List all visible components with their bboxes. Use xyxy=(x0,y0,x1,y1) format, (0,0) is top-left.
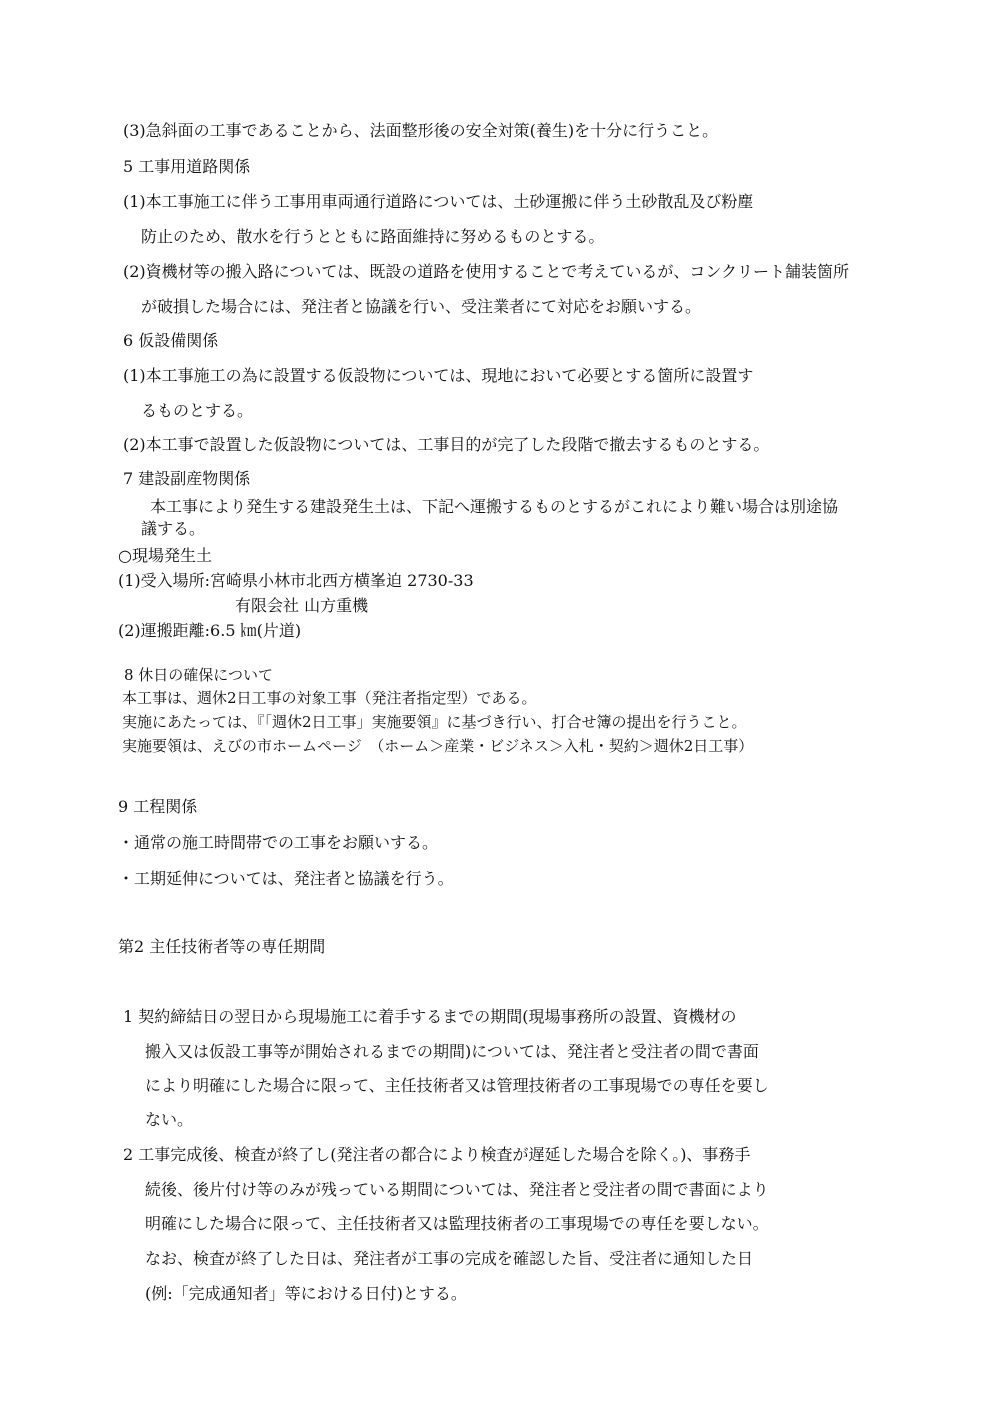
sec5-item1-line1: (1)本工事施工に伴う工事用車両通行道路については、土砂運搬に伴う土砂散乱及び粉塵 xyxy=(123,192,754,211)
sec6-item2: (2)本工事で設置した仮設物については、工事目的が完了した段階で撤去するものとする。 xyxy=(123,435,770,454)
part2-item2-line2: 続後、後片付け等のみが残っている期間については、発注者と受注者の間で書面により xyxy=(145,1180,769,1199)
part2-item1-line4: ない。 xyxy=(145,1110,194,1129)
sec5-heading: 5 工事用道路関係 xyxy=(123,157,251,176)
sec5-item2-line1: (2)資機材等の搬入路については、既設の道路を使用することで考えているが、コンクリート舗装箇所 xyxy=(123,262,850,281)
sec7-sub-heading: ○現場発生土 xyxy=(118,546,212,565)
sec6-item1-line2: るものとする。 xyxy=(141,401,254,420)
sec7-body-line1: 本工事により発生する建設発生土は、下記へ運搬するものとするがこれにより難い場合は別途協 xyxy=(150,497,839,516)
sec7-item1-line2: 有限会社 山方重機 xyxy=(235,596,369,615)
part2-item2-line4: なお、検査が終了した日は、発注者が工事の完成を確認した旨、受注者に通知した日 xyxy=(145,1249,754,1268)
sec8-line2: 実施にあたっては、『「週休2日工事」実施要領』に基づき行い、打合せ簿の提出を行うこと。 xyxy=(122,713,747,731)
part2-item2-line3: 明確にした場合に限って、主任技術者又は監理技術者の工事現場での専任を要しない。 xyxy=(145,1214,769,1233)
part2-item2-line5: (例:「完成通知者」等における日付)とする。 xyxy=(145,1284,467,1303)
sec7-heading: 7 建設副産物関係 xyxy=(123,469,251,488)
part2-item1-line1: 1 契約締結日の翌日から現場施工に着手するまでの期間(現場事務所の設置、資機材の xyxy=(123,1007,737,1026)
sec6-heading: 6 仮設備関係 xyxy=(123,331,219,350)
sec8-line3: 実施要領は、えびの市ホームページ （ホーム＞産業・ビジネス＞入札・契約＞週休2日工事） xyxy=(122,737,754,755)
sec4-item3: (3)急斜面の工事であることから、法面整形後の安全対策(養生)を十分に行うこと。 xyxy=(123,121,719,140)
part2-item1-line3: により明確にした場合に限って、主任技術者又は管理技術者の工事現場での専任を要し xyxy=(145,1076,769,1095)
sec8-heading: 8 休日の確保について xyxy=(124,666,274,684)
sec5-item1-line2: 防止のため、散水を行うとともに路面維持に努めるものとする。 xyxy=(141,227,605,246)
part2-item1-line2: 搬入又は仮設工事等が開始されるまでの期間)については、発注者と受注者の間で書面 xyxy=(145,1042,759,1061)
sec7-body-line2: 議する。 xyxy=(141,519,206,538)
part2-item2-line1: 2 工事完成後、検査が終了し(発注者の都合により検査が遅延した場合を除く。)、事務手 xyxy=(123,1145,751,1164)
sec6-item1-line1: (1)本工事施工の為に設置する仮設物については、現地において必要とする箇所に設置す xyxy=(123,366,754,385)
sec5-item2-line2: が破損した場合には、発注者と協議を行い、受注業者にて対応をお願いする。 xyxy=(141,297,702,316)
sec8-line1: 本工事は、週休2日工事の対象工事（発注者指定型）である。 xyxy=(122,689,537,707)
sec9-heading: 9 工程関係 xyxy=(118,797,198,816)
part2-heading: 第2 主任技術者等の専任期間 xyxy=(118,937,326,956)
sec7-item1-line1: (1)受入場所:宮崎県小林市北西方横峯迫 2730-33 xyxy=(118,571,474,590)
sec9-bullet1: ・通常の施工時間帯での工事をお願いする。 xyxy=(118,833,439,852)
sec9-bullet2: ・工期延伸については、発注者と協議を行う。 xyxy=(118,869,454,888)
sec7-item2: (2)運搬距離:6.5 ㎞(片道) xyxy=(118,621,302,640)
